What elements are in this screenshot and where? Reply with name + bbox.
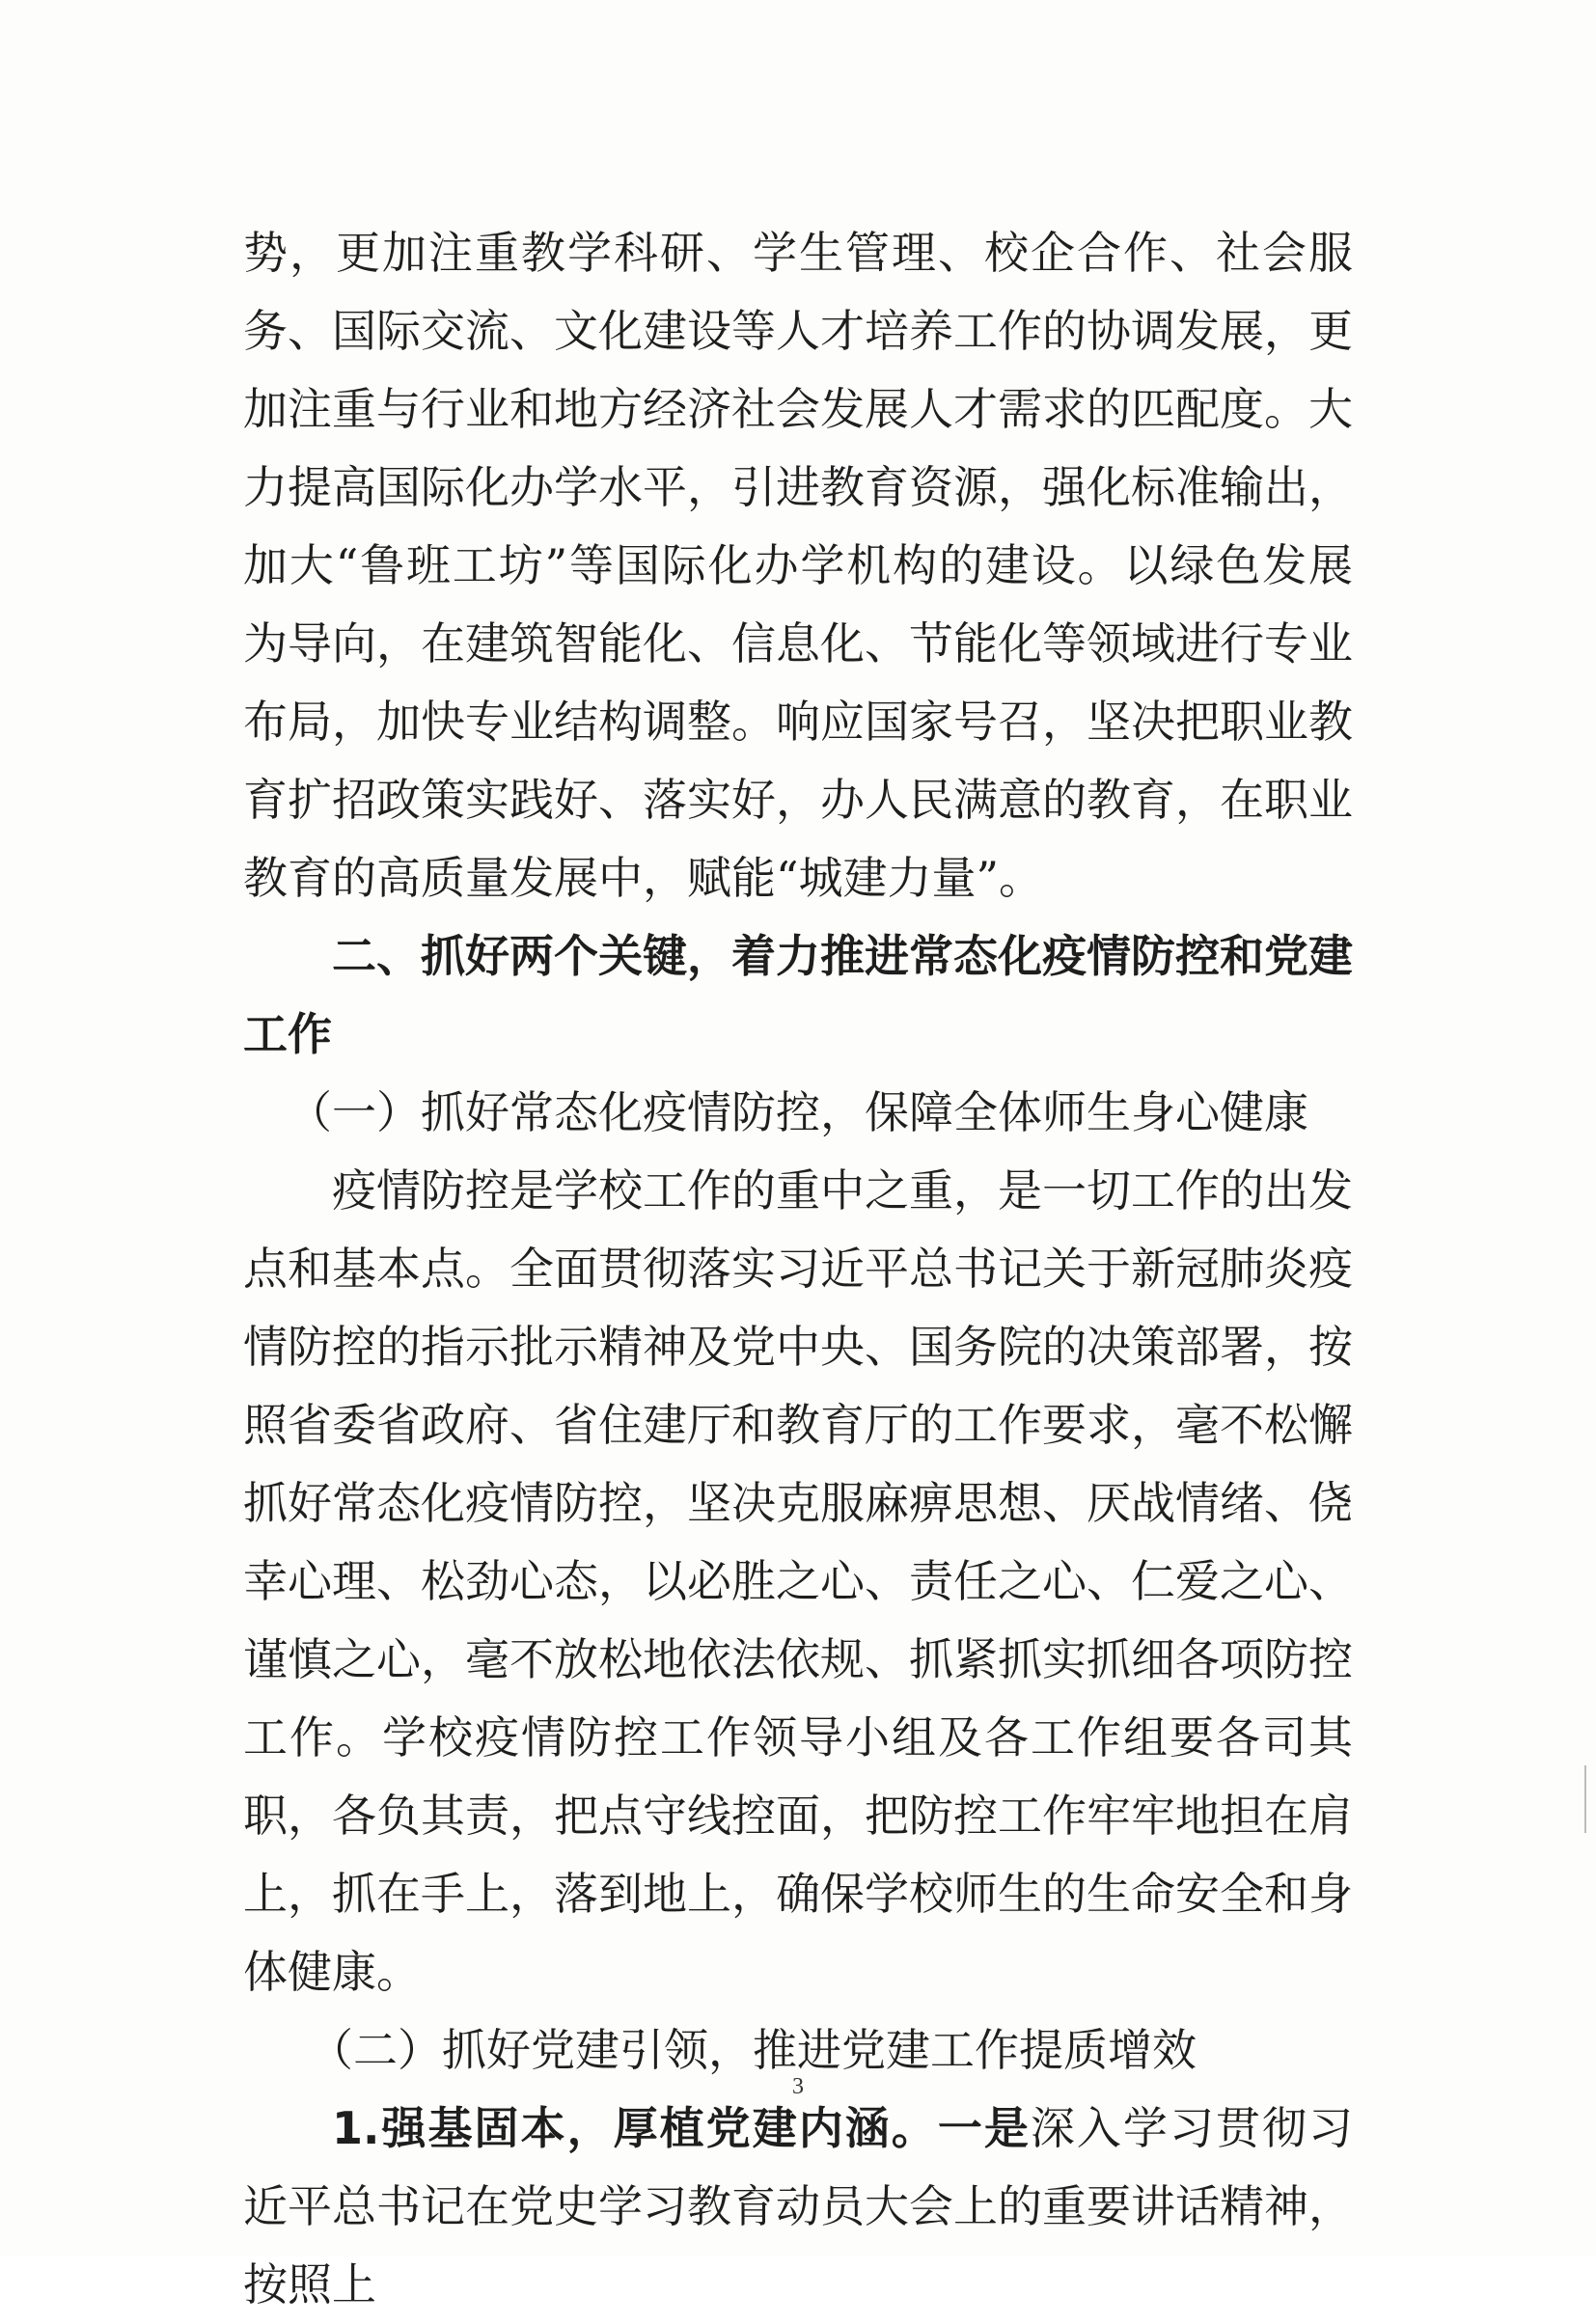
subsection-paragraph-1: 疫情防控是学校工作的重中之重，是一切工作的出发点和基本点。全面贯彻落实习近平总书记关于新冠肺炎疫情防控的指示批示精神及党中央、国务院的决策部署，按照省委省政府、省住建厅和教育厅的工作要求，毫不松懈抓好常态化疫情防控，坚决克服麻痹思想、厌战情绪、侥幸心理、松劲心态，以必胜之心、责任之心、仁爱之心、谨慎之心，毫不放松地依法依规、抓紧抓实抓细各项防控工作。学校疫情防控工作领导小组及各工作组要各司其职，各负其责，把点守线控面，把防控工作牢牢地担在肩上，抓在手上，落到地上，确保学校师生的生命安全和身体健康。	[243, 1164, 1353, 1998]
item-1-paragraph	[243, 2090, 1353, 2324]
page-number: 3	[792, 2074, 804, 2099]
section-heading: 二、抓好两个关键，着力推进常态化疫情防控和党建工作	[243, 930, 1353, 1060]
item-1-title: 1.强基固本，厚植党建内涵。	[332, 2102, 938, 2154]
continuation-paragraph: 势，更加注重教学科研、学生管理、校企合作、社会服务、国际交流、文化建设等人才培养工作的协调发展，更加注重与行业和地方经济社会发展人才需求的匹配度。大力提高国际化办学水平，引进教育资源，强化标准输出，加大“鲁班工坊”等国际化办学机构的建设。以绿色发展为导向，在建筑智能化、信息化、节能化等领域进行专业布局，加快专业结构调整。响应国家号召，坚决把职业教育扩招政策实践好、落实好，办人民满意的教育，在职业教育的高质量发展中，赋能“城建力量”。	[243, 227, 1353, 904]
item-1-text: 深入学习贯彻习近平总书记在党史学习教育动员大会上的重要讲话精神，按照上	[243, 2102, 1354, 2310]
document-body	[243, 214, 1353, 2324]
subsection-heading-1: （一）抓好常态化疫情防控，保障全体师生身心健康	[288, 1086, 1308, 1138]
item-1-lead: 一是	[937, 2102, 1031, 2154]
subsection-heading-2: （二）抓好党建引领，推进党建工作提质增效	[309, 2024, 1197, 2076]
scan-edge-mark	[1584, 1765, 1586, 1833]
